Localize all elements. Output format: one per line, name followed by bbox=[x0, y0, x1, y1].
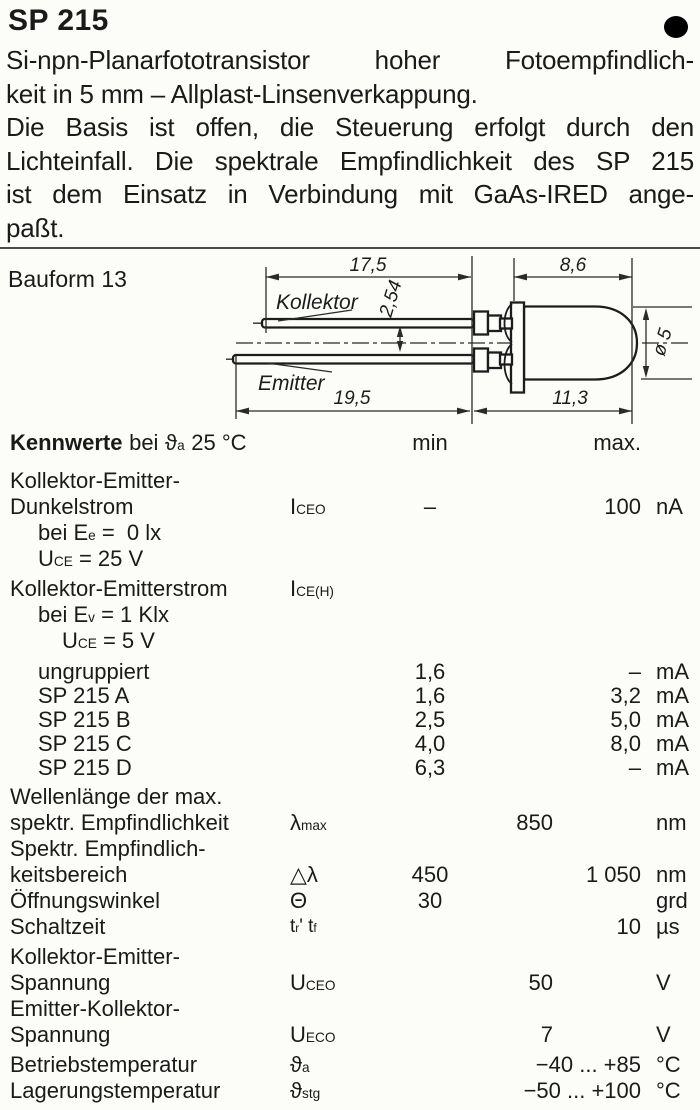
table-row: Kollektor-Emitter- bbox=[10, 468, 180, 493]
emitter-lead bbox=[233, 355, 474, 364]
separator-line bbox=[0, 247, 700, 249]
column-header-min: min bbox=[412, 430, 448, 455]
table-row-group: SP 215 A 1,6 3,2 mA bbox=[38, 683, 689, 708]
symbol-tr-tf: tr' tf bbox=[290, 916, 317, 937]
dim-label-body-top: 8,6 bbox=[559, 255, 587, 276]
dim-label-lead-bottom: 19,5 bbox=[333, 388, 371, 409]
table-condition-row: bei Ev = 1 Klx bbox=[38, 602, 169, 627]
collector-lead bbox=[262, 319, 474, 328]
table-header-row bbox=[10, 430, 700, 456]
collector-lead-stub bbox=[500, 319, 512, 329]
table-row-group: SP 215 D 6,3 – mA bbox=[38, 755, 689, 780]
table-row: Dunkelstrom ICEO – 100 nA bbox=[10, 494, 700, 520]
table-condition-row: UCE = 5 V bbox=[62, 628, 155, 653]
symbol-iceo: ICEO bbox=[290, 494, 326, 519]
symbol-theta: Θ bbox=[290, 888, 308, 913]
characteristics-table bbox=[10, 430, 700, 1104]
flange-outline bbox=[511, 303, 524, 393]
description-line: ist dem Einsatz in Verbindung mit GaAs-IRED ange- bbox=[6, 179, 694, 209]
table-condition-row: bei Ee = 0 lx bbox=[38, 520, 162, 545]
emitter-crimp bbox=[474, 349, 488, 372]
symbol-theta-a: ϑa bbox=[290, 1052, 310, 1077]
column-header-max: max. bbox=[593, 430, 641, 455]
description-line: Lichteinfall. Die spektrale Empfindlichkeit des SP 215 bbox=[6, 145, 694, 176]
part-number-title: SP 215 bbox=[8, 4, 109, 37]
dim-label-body-bottom: 11,3 bbox=[552, 388, 588, 409]
description-line: paßt. bbox=[6, 212, 65, 243]
symbol-lambda-max: λmax bbox=[290, 810, 327, 835]
dim-label-lead-top: 17,5 bbox=[349, 255, 387, 276]
symbol-uceo: UCEO bbox=[290, 970, 336, 995]
registration-dot-icon bbox=[664, 16, 688, 38]
dim-label-pitch: 2,54 bbox=[375, 277, 407, 320]
collector-crimp bbox=[474, 312, 488, 335]
table-row: Spannung UCEO 50 V bbox=[10, 970, 700, 996]
table-row: keitsbereich △λ 450 1 050 nm bbox=[10, 862, 687, 887]
bauform-label: Bauform 13 bbox=[8, 266, 127, 292]
symbol-iceh: ICE(H) bbox=[290, 576, 334, 601]
table-row-group: ungruppiert 1,6 – mA bbox=[38, 659, 689, 684]
table-row: Öffnungswinkel Θ 30 grd bbox=[10, 888, 688, 913]
dim-label-diameter: ø 5 bbox=[648, 326, 677, 359]
description-line: keit in 5 mm – Allplast-Linsenverkappung. bbox=[6, 78, 478, 109]
table-row: Spannung UECO 7 V bbox=[10, 1022, 700, 1048]
table-row: Lagerungstemperatur ϑstg −50 ... +100 °C bbox=[10, 1078, 700, 1104]
table-row: Spektr. Empfindlich- bbox=[10, 836, 206, 861]
collector-lead-label: Kollektor bbox=[276, 291, 358, 314]
table-condition-row: UCE = 25 V bbox=[38, 546, 144, 571]
table-row: spektr. Empfindlichkeit λmax 850 nm bbox=[10, 810, 700, 836]
symbol-ueco: UECO bbox=[290, 1022, 336, 1047]
package-outline-drawing bbox=[0, 252, 700, 430]
table-row-group: SP 215 C 4,0 8,0 mA bbox=[38, 731, 689, 756]
table-row: Schaltzeit tr' tf 10 µs bbox=[10, 914, 700, 940]
table-row: Kollektor-Emitter- bbox=[10, 944, 180, 969]
description-line: Si-npn-Planarfototransistor hoher Fotoempfindlich- bbox=[6, 45, 694, 75]
table-row: Emitter-Kollektor- bbox=[10, 996, 180, 1021]
description-line: Die Basis ist offen, die Steuerung erfolgt durch den bbox=[6, 112, 694, 142]
symbol-delta-lambda: △λ bbox=[290, 862, 318, 887]
description-text bbox=[6, 44, 694, 245]
table-row-group: SP 215 B 2,5 5,0 mA bbox=[38, 707, 689, 732]
emitter-lead-label: Emitter bbox=[258, 372, 325, 395]
symbol-theta-stg: ϑstg bbox=[290, 1078, 321, 1103]
table-row: Wellenlänge der max. bbox=[10, 784, 223, 809]
table-row: Kollektor-Emitterstrom ICE(H) bbox=[10, 576, 700, 602]
lens-body-outline bbox=[524, 307, 637, 380]
table-header-title: Kennwerte bei ϑa 25 °C bbox=[10, 430, 247, 455]
table-row: Betriebstemperatur ϑa −40 ... +85 °C bbox=[10, 1052, 700, 1078]
